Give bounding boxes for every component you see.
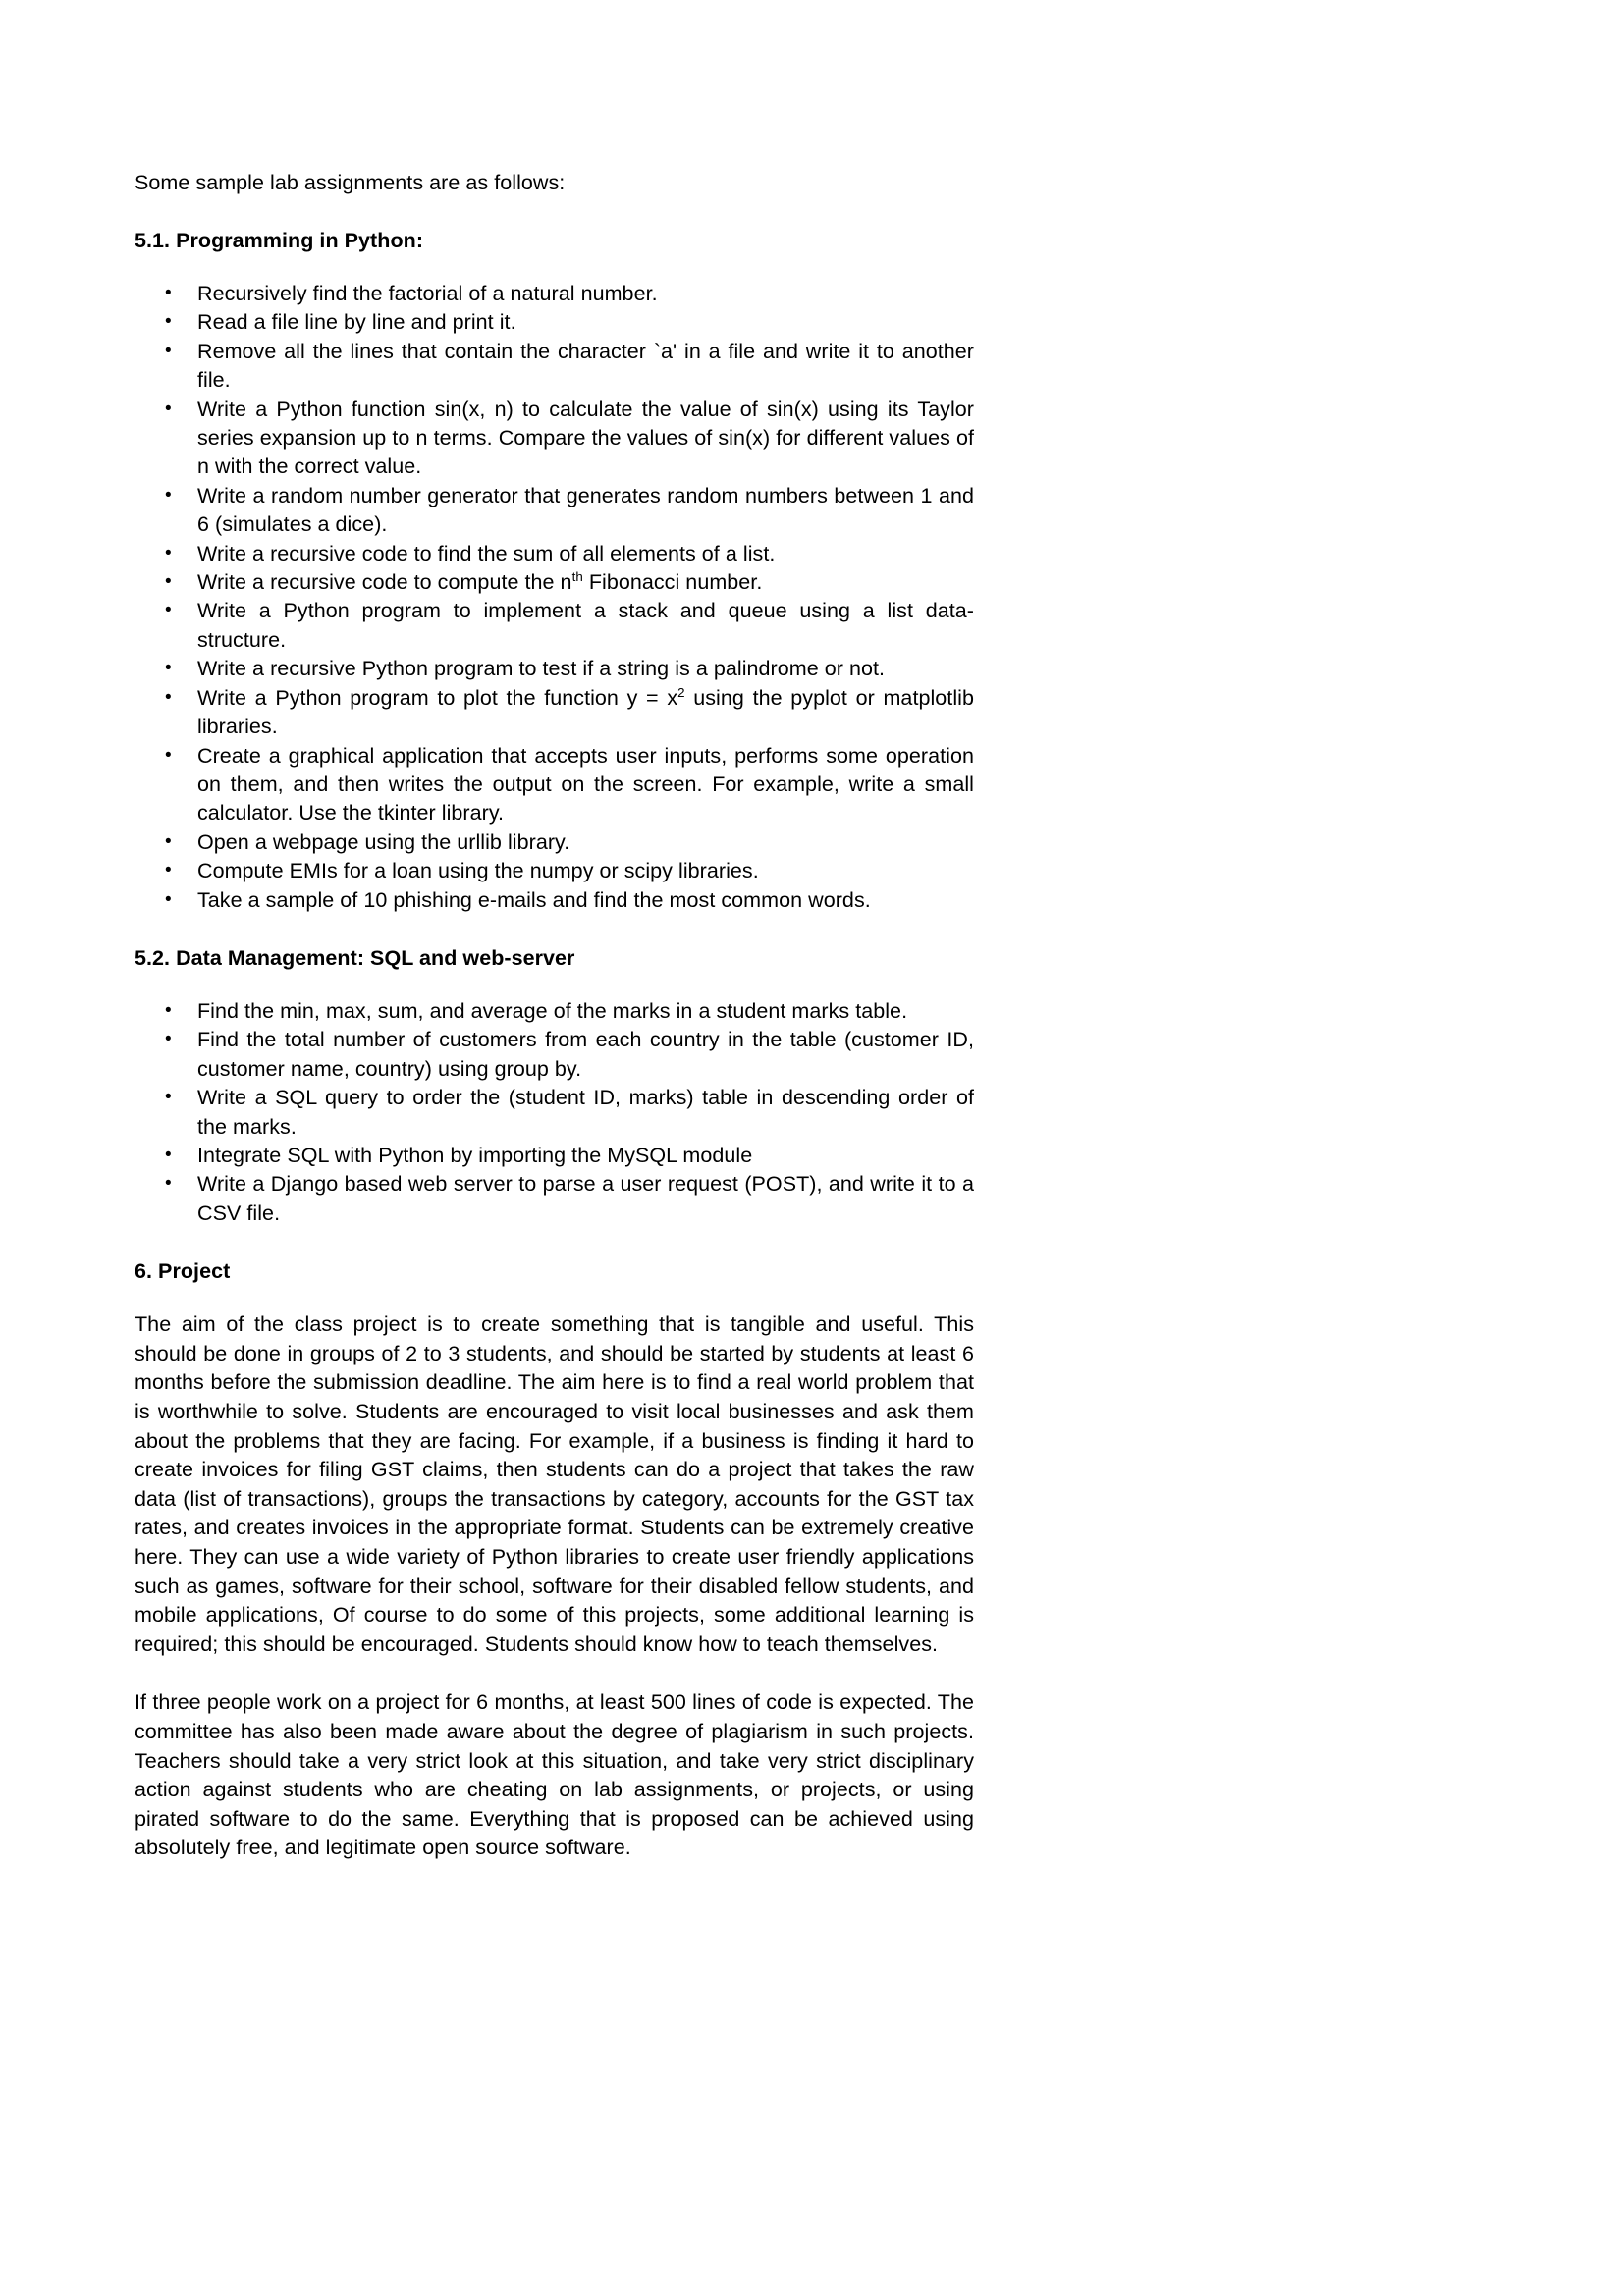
list-item (135, 1084, 974, 1142)
list-item-text-before: Write a Python program to plot the function y = x (197, 685, 678, 710)
list-item (135, 684, 974, 742)
list-item-text-after: Fibonacci number. (582, 570, 763, 595)
list-item-text: • Take a sample of 10 phishing e-mails and find the most common words. (197, 887, 871, 912)
list-item (135, 338, 974, 396)
list-item-text: • Write a random number generator that generates random numbers between 1 and 6 (simulates a dice). (197, 483, 974, 537)
list-item-text (197, 684, 974, 742)
heading-programming-in-python: 5.1. Programming in Python: (135, 229, 424, 252)
list-item-text: • Create a graphical application that accepts user inputs, performs some operation on them, and then writes the output on the screen. For example, write a small calculator. Use the tkinter library. (197, 743, 974, 826)
heading-data-management: 5.2. Data Management: SQL and web-server (135, 945, 575, 970)
heading-project: 6. Project (135, 1259, 231, 1284)
list-item-text: • Write a recursive code to find the sum of all elements of a list. (197, 541, 776, 565)
list-item (135, 857, 974, 885)
list-item-text: • Write a recursive Python program to test if a string is a palindrome or not. (197, 657, 886, 681)
list-item (135, 308, 974, 337)
list-item-text-after: using the pyplot or matplotlib libraries. (197, 685, 974, 739)
list-item (135, 540, 974, 568)
intro-line: Some sample lab assignments are as follows: (135, 171, 566, 194)
list-item-text: • Read a file line by line and print it. (197, 310, 516, 335)
superscript-2: 2 (677, 684, 685, 700)
list-item-text: • Write a Python program to implement a stack and queue using a list data-structure. (197, 599, 974, 652)
list-item (135, 482, 974, 540)
list-item-text: • Write a Python function sin(x, n) to calculate the value of sin(x) using its Taylor series expansion up to n terms. Compare the values of sin(x) for different values of n with the correct value. (197, 397, 974, 479)
list-item-text: • Integrate SQL with Python by importing the MySQL module (197, 1143, 753, 1167)
list-item (135, 280, 974, 308)
list-item-text: • Remove all the lines that contain the character `a' in a file and write it to another file. (197, 339, 974, 393)
list-item (135, 886, 974, 915)
project-paragraph-2: If three people work on a project for 6 months, at least 500 lines of code is expected. The committee has also been made aware about the degree of plagiarism in such projects. Teachers should take a very strict look at this situation, and take very strict disciplinary action against students who are cheating on lab assignments, or projects, or using pirated software to do the same. Everything that is proposed can be achieved using absolutely free, and legitimate open source software. (135, 1690, 974, 1860)
list-item (135, 1170, 974, 1228)
list-item (135, 742, 974, 828)
list-item-text: • Find the total number of customers from each country in the table (customer ID, customer name, country) using group by. (197, 1028, 974, 1081)
project-paragraph-1: The aim of the class project is to create something that is tangible and useful. This should be done in groups of 2 to 3 students, and should be started by students at least 6 months before the submission deadline. The aim here is to find a real world problem that is worthwhile to solve. Students are encouraged to visit local businesses and ask them about the problems that they are facing. For example, if a business is finding it hard to create invoices for filing GST claims, then students can do a project that takes the raw data (list of transactions), groups the transactions by category, accounts for the GST tax rates, and creates invoices in the appropriate format. Students can be extremely creative here. They can use a wide variety of Python libraries to create user friendly applications such as games, software for their school, software for their disabled fellow students, and mobile applications, Of course to do some of this projects, some additional learning is required; this should be encouraged. Students should know how to teach themselves. (135, 1312, 974, 1656)
list-item-text-before: Write a recursive code to compute the n (197, 570, 572, 595)
python-assignments-list (135, 280, 974, 915)
list-item-text: • Compute EMIs for a loan using the numpy or scipy libraries. (197, 859, 759, 883)
list-item (135, 828, 974, 857)
data-management-assignments-list (135, 997, 974, 1228)
list-item (135, 997, 974, 1026)
list-item-text: • Write a Django based web server to parse a user request (POST), and write it to a CSV file. (197, 1172, 974, 1225)
list-item (135, 1142, 974, 1170)
list-item-text: • Write a SQL query to order the (student ID, marks) table in descending order of the marks. (197, 1086, 974, 1139)
list-item-text: • Find the min, max, sum, and average of the marks in a student marks table. (197, 998, 908, 1023)
superscript-th: th (571, 568, 583, 584)
list-item (135, 597, 974, 655)
list-item (135, 655, 974, 683)
list-item (135, 396, 974, 482)
list-item-text (197, 568, 974, 597)
document-content (135, 169, 974, 1863)
list-item (135, 568, 974, 597)
list-item (135, 1026, 974, 1084)
list-item-text: • Open a webpage using the urllib library. (197, 829, 570, 854)
list-item-text: • Recursively find the factorial of a natural number. (197, 282, 658, 305)
